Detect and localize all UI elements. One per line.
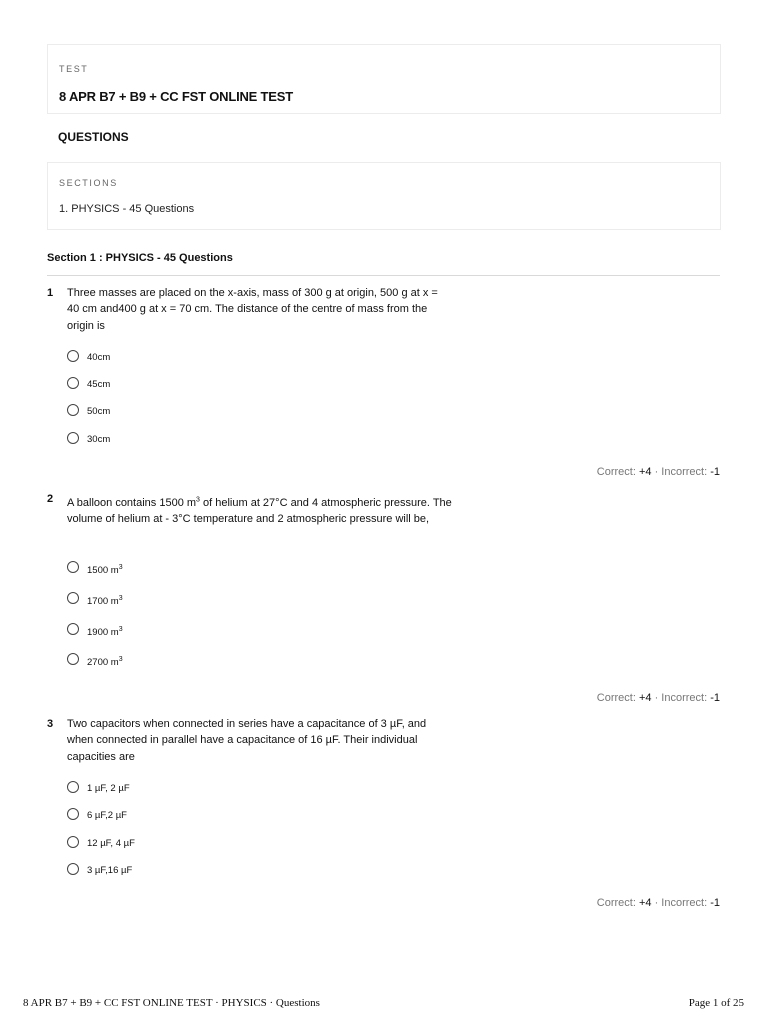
- radio-button[interactable]: [67, 863, 79, 875]
- option-label: 1500 $m^3$: [87, 563, 123, 576]
- question-1-marks: [597, 466, 720, 478]
- question-1-number: 1: [47, 287, 54, 299]
- correct-value: +4: [638, 897, 652, 909]
- option-label: 50cm: [87, 406, 111, 417]
- option-label: 1900 $m^3$: [87, 625, 123, 638]
- questions-heading: QUESTIONS: [58, 130, 129, 144]
- radio-button[interactable]: [67, 781, 79, 793]
- incorrect-value: -1: [710, 897, 720, 909]
- question-2-number: 2: [47, 493, 54, 505]
- correct-label: Correct:: [596, 692, 636, 704]
- radio-button[interactable]: [67, 653, 79, 665]
- option-label: 1700 $m^3$: [87, 594, 123, 607]
- correct-value: +4: [638, 466, 652, 478]
- section-divider: [47, 275, 720, 276]
- marks-separator: ·: [654, 692, 659, 704]
- question-3-number: 3: [47, 718, 54, 730]
- option-label: 40cm: [87, 352, 111, 363]
- correct-label: Correct:: [596, 466, 636, 478]
- incorrect-value: -1: [710, 692, 720, 704]
- marks-separator: ·: [654, 897, 659, 909]
- radio-button[interactable]: [67, 592, 79, 604]
- option-label: 1 µF, 2 µF: [87, 783, 130, 794]
- radio-button[interactable]: [67, 404, 79, 416]
- section-heading: Section 1 : PHYSICS - 45 Questions: [47, 252, 233, 264]
- option-label: 2700 $m^3$: [87, 655, 123, 668]
- radio-button[interactable]: [67, 836, 79, 848]
- test-eyebrow: TEST: [59, 64, 89, 74]
- incorrect-label: Incorrect:: [661, 897, 708, 909]
- correct-value: +4: [638, 692, 652, 704]
- option-label: 45cm: [87, 379, 111, 390]
- option-label: 30cm: [87, 434, 111, 445]
- footer-page-number: Page 1 of 25: [688, 997, 744, 1009]
- incorrect-label: Incorrect:: [661, 692, 708, 704]
- test-title: 8 APR B7 + B9 + CC FST ONLINE TEST: [59, 89, 293, 104]
- correct-label: Correct:: [596, 897, 636, 909]
- option-label: 12 µF, 4 µF: [87, 838, 135, 849]
- sections-card: [47, 162, 721, 230]
- radio-button[interactable]: [67, 377, 79, 389]
- radio-button[interactable]: [67, 808, 79, 820]
- incorrect-value: -1: [710, 466, 720, 478]
- option-label: 6 µF,2 µF: [87, 810, 127, 821]
- question-1-text: Three masses are placed on the x-axis, mass of 300 g at origin, 500 g at x = 40 cm and400 g at x = 70 cm. The distance of the centre of mass from the origin is: [67, 287, 438, 332]
- radio-button[interactable]: [67, 623, 79, 635]
- question-2-text: A balloon contains 1500 $m^3$ of helium at 27°C and 4 atmospheric pressure. The volume of helium at - 3°C temperature and 2 atmospheric pressure will be,: [67, 496, 452, 526]
- sections-eyebrow: SECTIONS: [59, 178, 118, 188]
- question-3-marks: [597, 897, 720, 909]
- test-header-card: [47, 44, 721, 114]
- marks-separator: ·: [654, 466, 659, 478]
- footer-document-title: 8 APR B7 + B9 + CC FST ONLINE TEST · PHYSICS · Questions: [23, 997, 320, 1009]
- radio-button[interactable]: [67, 561, 79, 573]
- option-label: 3 µF,16 µF: [87, 865, 133, 876]
- radio-button[interactable]: [67, 350, 79, 362]
- incorrect-label: Incorrect:: [661, 466, 708, 478]
- section-item-physics[interactable]: 1. PHYSICS - 45 Questions: [59, 203, 195, 215]
- question-3-text: Two capacitors when connected in series have a capacitance of 3 µF, and when connected in parallel have a capacitance of 16 µF. Their individual capacities are: [67, 718, 427, 763]
- question-2-marks: [597, 692, 720, 704]
- radio-button[interactable]: [67, 432, 79, 444]
